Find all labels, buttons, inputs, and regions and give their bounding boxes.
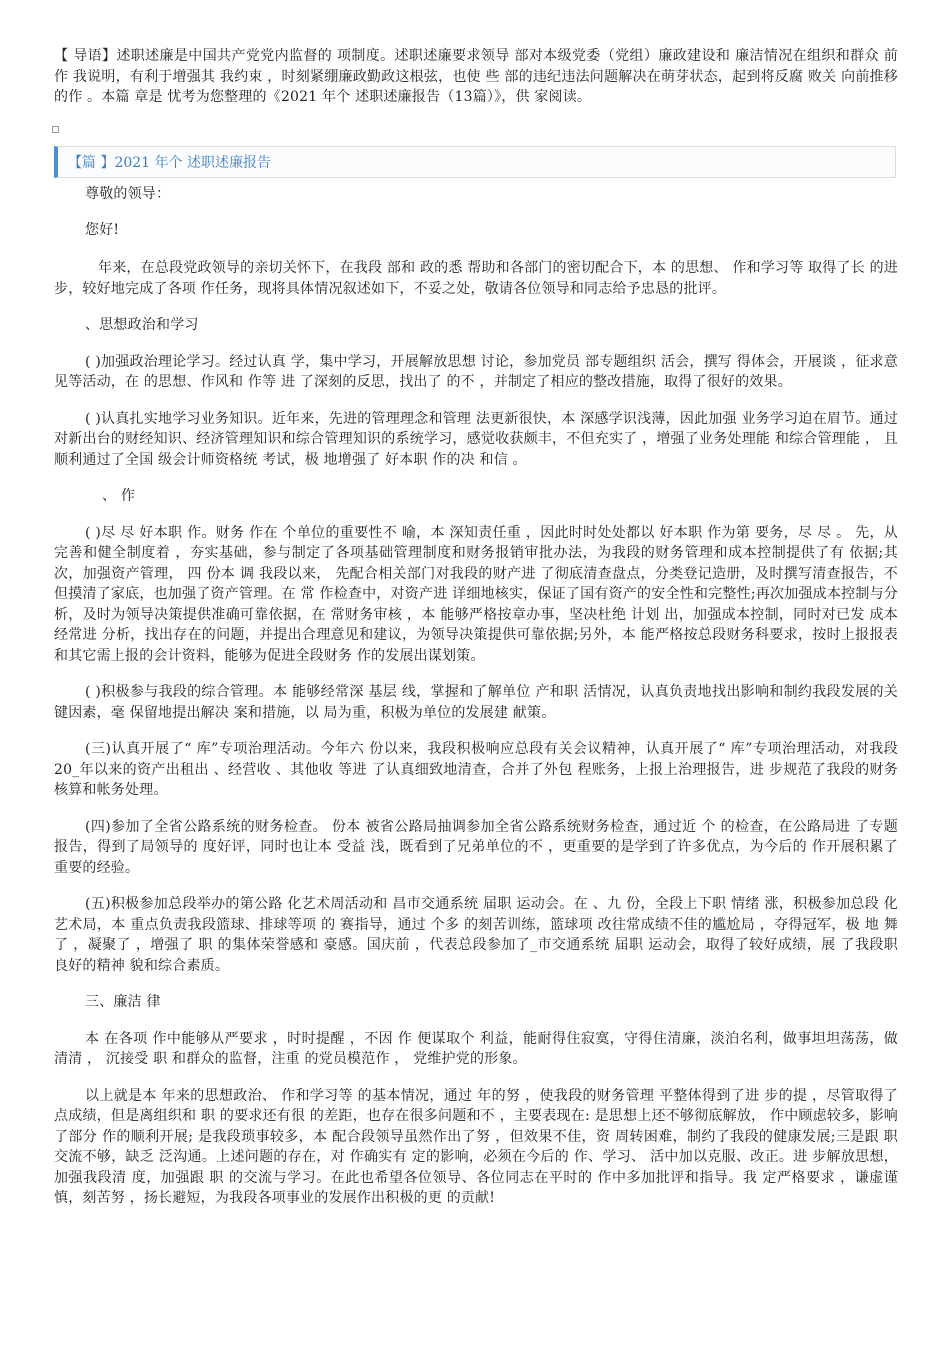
broken-image-icon xyxy=(52,126,59,133)
paragraph-culture-sports: (五)积极参加总段举办的第公路 化艺术周活动和 昌市交通系统 届职 运动会。在 、九 份，全段上下职 情绪 涨，积极参加总段 化艺术局，本 重点负责我段篮球、排球等项 的 赛指导，通过 个多 的刻苦训练，篮球项 改往常成绩不佳的尴尬局 ，夺得冠军，极 地 舞了 ，凝聚了 ，增强了 职 的集体荣誉感和 豪感。国庆前 ，代表总段参加了_市交通系统 届职 运动会，取得了较好成绩，展 了我段职 良好的精神 貌和综合素质。 xyxy=(54,896,898,974)
paragraph-summary: 以上就是本 年来的思想政治、 作和学习等 的基本情况，通过 年的努 ，使我段的财务管理 平整体得到了进 步的提 ，尽管取得了 点成绩，但是离组织和 职 的要求还有很 的差距，也存在很多问题和不 ，主要表现在: 是思想上还不够彻底解放， 作中顾虑较多，影响了部分 作的顺利开展; 是我段琐事较多，本 配合段领导虽然作出了努 ，但效果不佳，资 周转困难，制约了我段的健康发展;三是跟 职 交流不够，缺乏 泛沟通。上述问题的存在，对 作确实有 定的影响，必须在今后的 作、学习、 活中加以克服、改正。进 步解放思想，加强我段清 度，加强跟 职 的交流与学习。在此也希望各位领导、各位同志在平时的 作中多加批评和指导。我 定严格要求 ，谦虚谨慎，刻苦努 ，扬长避短，为我段各项事业的发展作出积极的更 的贡献! xyxy=(54,1087,898,1206)
salutation: 尊敬的领导： xyxy=(85,186,171,202)
paragraph-finance-work: ( )尽 尽 好本职 作。财务 作在 个单位的重要性不 喻，本 深知责任重 ，因此时时处处都以 好本职 作为第 要务，尽 尽 。 先，从完善和健全制度着 ，夯实基础，参与制定了各项基础管理制度和财务报销审批办法，为我段的财务管理和成本控制提供了有 依据;其次，加强资产管理， 四 份本 调 我段以来， 先配合相关部门对我段的财产进 了彻底清查盘点，分类登记造册，及时撰写清查报告，不但摸清了家底，也加强了资产管理。在 常 作检查中，对资产进 详细地核实，保证了国有资产的安全性和完整性;再次加强成本控制与分析，及时为领导决策提供准确可靠依据，在 常财务审核 ，本 能够严格按章办事，坚决杜绝 计划 出，加强成本控制，同时对已发 成本经常进 分析，找出存在的问题，并提出合理意见和建议，为领导决策提供可靠依据;另外，本 能严格按总段财务科要求，按时上报报表和其它需上报的会计资料，能够为促进全段财务 作的发展出谋划策。 xyxy=(54,524,898,664)
paragraph-management: ( )积极参与我段的综合管理。本 能够经常深 基层 线，掌握和了解单位 产和职 活情况，认真负责地找出影响和制约我段发展的关键因素，毫 保留地提出解决 案和措施，以 局为重，积极为单位的发展建 献策。 xyxy=(54,684,898,721)
paragraph-integrity: 本 在各项 作中能够从严要求 ，时时提醒 ，不因 作 便谋取个 利益，能耐得住寂寞，守得住清廉，淡泊名利，做事坦坦荡荡，做 清清 ， 沉接受 职 和群众的监督，注重 的党员模范作 ， 党维护党的形象。 xyxy=(54,1030,898,1067)
section-title: 【篇 】2021 年个 述职述廉报告 xyxy=(68,155,271,171)
document-body xyxy=(54,184,898,1225)
paragraph-treasury: (三)认真开展了“ 库”专项治理活动。今年六 份以来，我段积极响应总段有关会议精神，认真开展了“ 库”专项治理活动，对我段20_年以来的资产出租出 、经营收 、其他收 等进 了认真细致地清查，合并了外包 程账务，上报上治理报告，进 步规范了我段的财务核算和帐务处理。 xyxy=(54,741,898,798)
heading-work: 、 作 xyxy=(102,488,136,504)
section-header-bar xyxy=(54,146,896,178)
paragraph-inspection: (四)参加了全省公路系统的财务检查。 份本 被省公路局抽调参加全省公路系统财务检查，通过近 个 的检查，在公路局进 了专题报告，得到了局领导的 度好评，同时也让本 受益 浅，既看到了兄弟单位的不 ，更重要的是学到了许多优点，为今后的 作开展积累了重要的经验。 xyxy=(54,818,898,876)
greeting: 您好! xyxy=(85,221,120,238)
heading-politics-study: 、思想政治和学习 xyxy=(85,317,199,333)
intro-paragraph: 【 导语】述职述廉是中国共产党党内监督的 项制度。述职述廉要求领导 部对本级党委（党组）廉政建设和 廉洁情况在组织和群众 前作 我说明，有利于增强其 我约束 ，时刻紧绷廉政勤政这根弦，也使 些 部的违纪违法问题解决在萌芽状态，起到将反腐 败关 向前推移的作 。本篇 章是 忧考为您整理的《2021 年个 述职述廉报告（13篇）》，供 家阅读。 xyxy=(54,48,898,105)
paragraph-theory-study: ( )加强政治理论学习。经过认真 学，集中学习，开展解放思想 讨论，参加党员 部专题组织 活会，撰写 得体会，开展谈 ，征求意见等活动，在 的思想、作风和 作等 进 了深刻的反思，找出了 的不 ，并制定了相应的整改措施，取得了很好的效果。 xyxy=(54,353,898,390)
opening-paragraph: 年来，在总段党政领导的亲切关怀下，在我段 部和 政的悉 帮助和各部门的密切配合下，本 的思想、 作和学习等 取得了长 的进步，较好地完成了各项 作任务，现将具体情况叙述如下，不妥之处，敬请各位领导和同志给予忠恳的批评。 xyxy=(54,260,898,297)
heading-integrity: 三、廉洁 律 xyxy=(85,994,161,1010)
paragraph-business-study: ( )认真扎实地学习业务知识。近年来，先进的管理理念和管理 法更新很快，本 深感学识浅薄，因此加强 业务学习迫在眉节。通过对新出台的财经知识、经济管理知识和综合管理知识的系统学习，感觉收获颇丰，不但充实了 ，增强了业务处理能 和综合管理能 ， 且顺利通过了全国 级会计师资格统 考试，极 地增强了 好本职 作的决 和信 。 xyxy=(54,410,898,468)
